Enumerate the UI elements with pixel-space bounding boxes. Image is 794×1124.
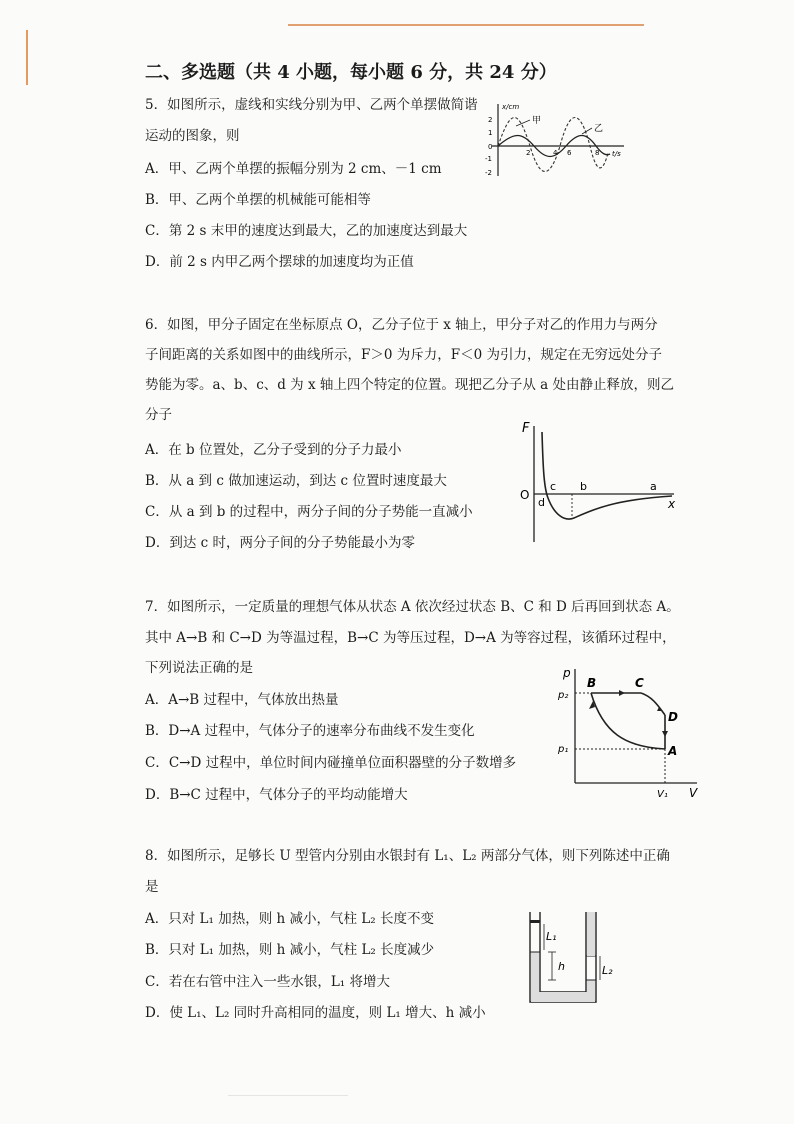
q7-pv-diagram	[555, 663, 705, 803]
q8-option-d: D．使 L₁、L₂ 同时升高相同的温度，则 L₁ 增大、h 减小	[145, 1005, 486, 1021]
q5-y-axis-label: x/cm	[502, 103, 520, 111]
q5-option-d: D．前 2 s 内甲乙两个摆球的加速度均为正值	[145, 254, 414, 270]
q8-stem-line-2: 是	[145, 879, 159, 895]
q7-label-p1: p₁	[558, 744, 569, 755]
q6-option-d: D．到达 c 时，两分子间的分子势能最小为零	[145, 535, 415, 551]
q5-x-axis-label: t/s	[612, 150, 621, 158]
q6-label-b: b	[580, 480, 587, 493]
q5-tick-y-2: 2	[488, 116, 493, 124]
q6-option-b: B．从 a 到 c 做加速运动，到达 c 位置时速度最大	[145, 473, 447, 489]
q6-label-a: a	[650, 480, 657, 493]
q7-option-d: D．B→C 过程中，气体分子的平均动能增大	[145, 787, 408, 803]
q5-tick-y-neg1: -1	[485, 155, 492, 163]
q7-option-c: C．C→D 过程中，单位时间内碰撞单位面积器壁的分子数增多	[145, 755, 517, 771]
q7-state-a: A	[668, 744, 678, 758]
q7-axis-v-label: V	[689, 786, 698, 800]
q5-curve-jia	[498, 118, 608, 172]
q5-option-a: A．甲、乙两个单摆的振幅分别为 2 cm、－1 cm	[145, 161, 442, 177]
q6-stem-line-1: 6．如图，甲分子固定在坐标原点 O，乙分子位于 x 轴上，甲分子对乙的作用力与两分	[145, 317, 658, 333]
q5-tick-x-2: 2	[526, 149, 531, 157]
q7-state-d: D	[668, 710, 678, 724]
q8-stem-line-1: 8．如图所示，足够长 U 型管内分别由水银封有 L₁、L₂ 两部分气体，则下列陈述中正确	[145, 848, 670, 864]
q7-option-b: B．D→A 过程中，气体分子的速率分布曲线不发生变化	[145, 723, 475, 739]
q7-label-p2: p₂	[558, 690, 569, 701]
q8-option-b: B．只对 L₁ 加热，则 h 减小，气柱 L₂ 长度减少	[145, 942, 435, 958]
q7-stem-line-3: 下列说法正确的是	[145, 660, 253, 676]
q5-tick-y-1: 1	[488, 129, 493, 137]
q8-option-c: C．若在右管中注入一些水银，L₁ 将增大	[145, 974, 390, 990]
q7-label-v1: V₁	[657, 789, 668, 800]
q5-stem-line-2: 运动的图象，则	[145, 128, 240, 144]
q5-stem-line-1: 5．如图所示，虚线和实线分别为甲、乙两个单摆做简谐	[145, 97, 478, 113]
q7-state-b: B	[587, 676, 597, 690]
q6-stem-line-3: 势能为零。a、b、c、d 为 x 轴上四个特定的位置。现把乙分子从 a 处由静止释放，则乙	[145, 377, 675, 393]
q7-state-c: C	[635, 676, 644, 690]
q8-label-h: h	[558, 960, 565, 973]
q7-option-a: A．A→B 过程中，气体放出热量	[145, 692, 339, 708]
q6-axis-x-label: x	[668, 497, 676, 511]
q7-stem-line-1: 7．如图所示，一定质量的理想气体从状态 A 依次经过状态 B、C 和 D 后再回到状态 A。	[145, 599, 680, 615]
q7-process-cd	[641, 693, 665, 715]
q7-stem-line-2: 其中 A→B 和 C→D 为等温过程，B→C 为等压过程，D→A 为等容过程，该循环过程中，	[145, 630, 676, 646]
q6-force-graph	[512, 418, 682, 546]
q6-stem-line-2: 子间距离的关系如图中的曲线所示，F＞0 为斥力，F＜0 为引力，规定在无穷远处分子	[145, 347, 662, 363]
q5-label-yi: 乙	[594, 124, 604, 134]
q6-stem-line-4: 分子	[145, 407, 172, 423]
q8-label-l1: L₁	[546, 930, 557, 943]
q6-force-curve	[542, 432, 672, 519]
section-title: 二、多选题（共 4 小题，每小题 6 分，共 24 分）	[145, 62, 557, 83]
q6-option-c: C．从 a 到 b 的过程中，两分子间的分子势能一直减小	[145, 504, 473, 520]
q5-tick-y-neg2: -2	[485, 169, 492, 177]
q6-origin-label: O	[520, 488, 530, 502]
footer-rule	[228, 1095, 348, 1096]
q6-label-d: d	[538, 496, 545, 509]
q6-label-c: c	[550, 480, 557, 493]
q5-tick-x-8: 8	[595, 149, 600, 157]
q5-option-c: C．第 2 s 末甲的速度达到最大，乙的加速度达到最大	[145, 223, 468, 239]
margin-rule	[26, 30, 28, 85]
header-rule	[288, 24, 644, 26]
q6-option-a: A．在 b 位置处，乙分子受到的分子力最小	[145, 442, 402, 458]
q5-tick-y-0: 0	[488, 143, 493, 151]
q8-option-a: A．只对 L₁ 加热，则 h 减小，气柱 L₂ 长度不变	[145, 911, 434, 927]
q8-u-tube	[520, 908, 620, 1008]
q6-axis-f-label: F	[522, 421, 530, 436]
q5-tick-x-6: 6	[567, 149, 572, 157]
q5-label-jia: 甲	[532, 116, 542, 126]
q5-tick-x-4: 4	[553, 149, 558, 157]
q5-option-b: B．甲、乙两个单摆的机械能可能相等	[145, 192, 371, 208]
q8-label-l2: L₂	[602, 964, 613, 977]
q7-axis-p-label: p	[563, 666, 571, 680]
q5-pendulum-graph	[478, 98, 628, 180]
